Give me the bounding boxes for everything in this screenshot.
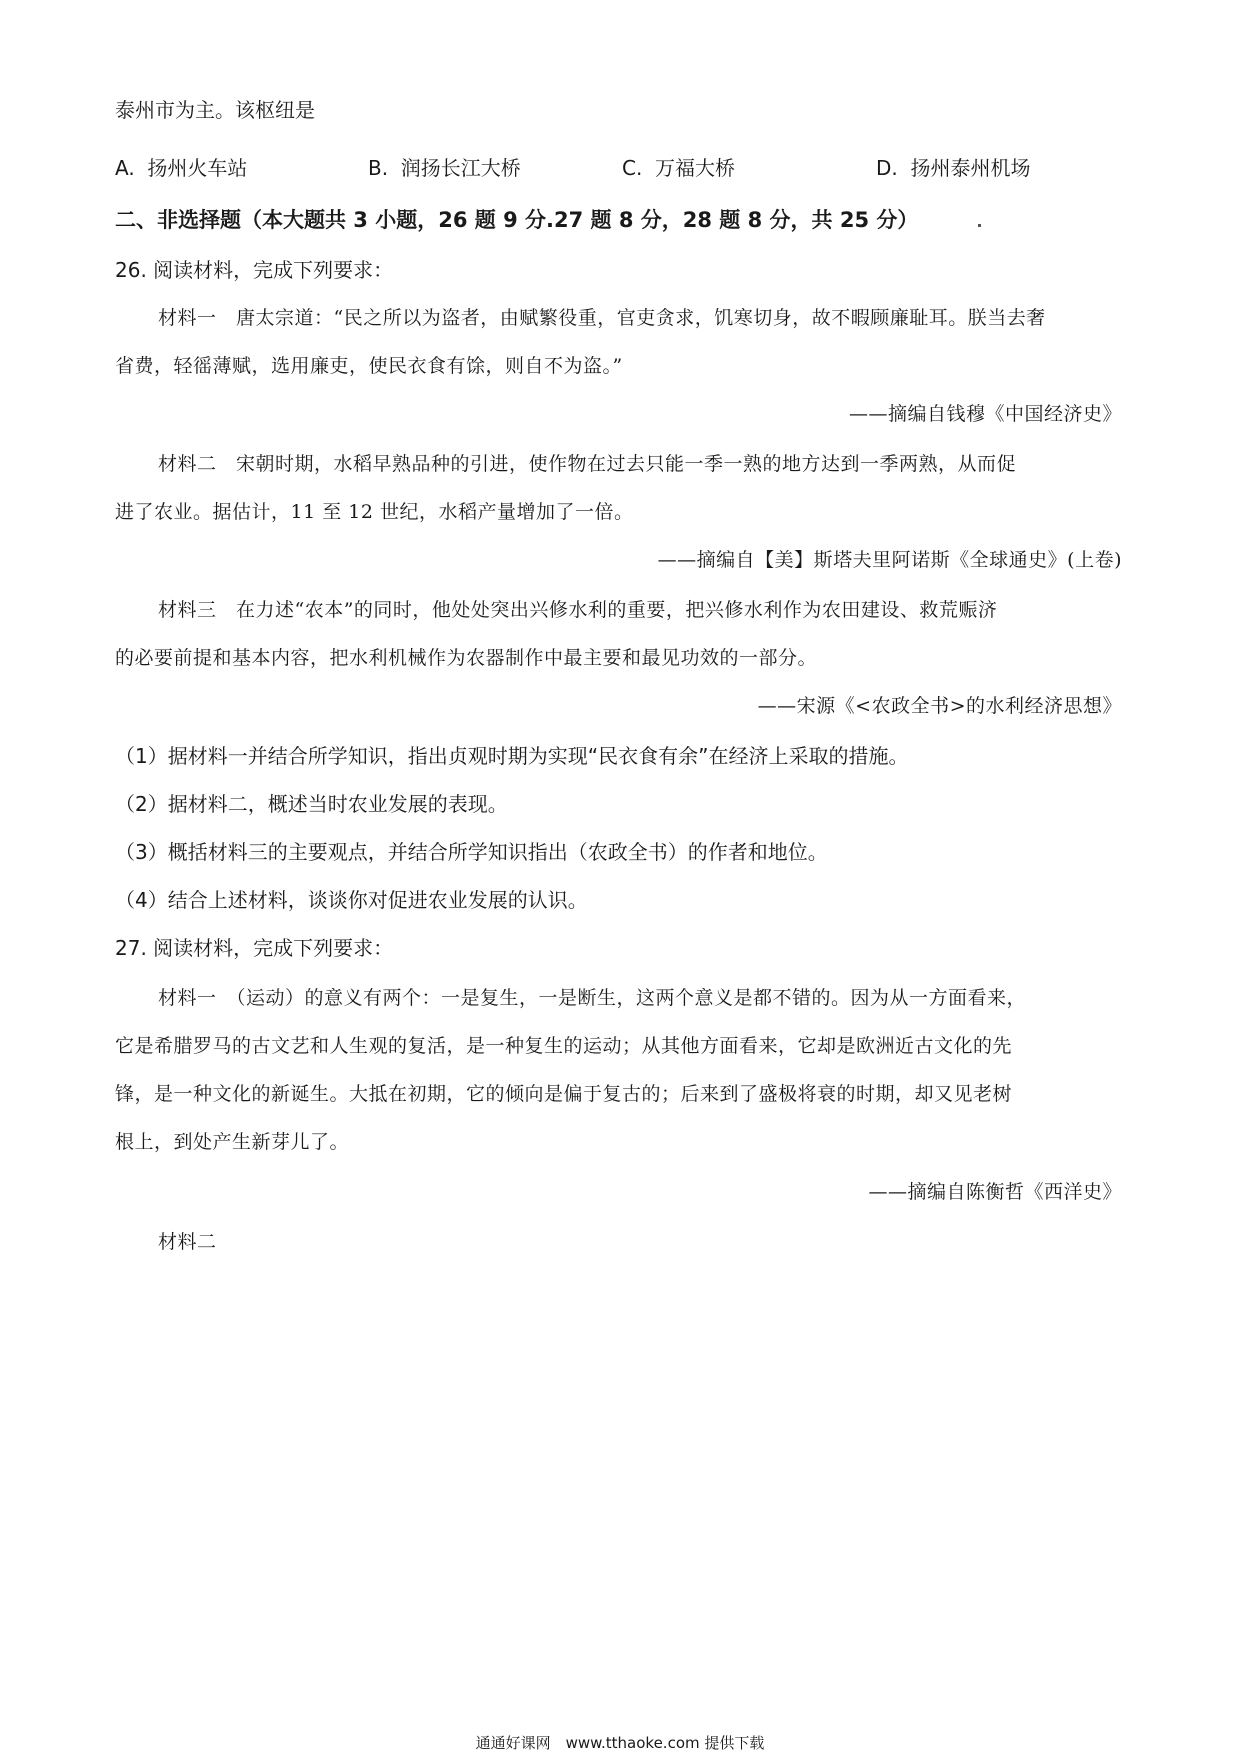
q26-material-1-line-1: 材料一 唐太宗道：“民之所以为盗者，由赋繁役重，官吏贪求，饥寒切身，故不暇顾廉耻耳。朕当去奢 <box>158 307 1046 329</box>
option-c <box>622 154 735 182</box>
option-text: 扬州火车站 <box>147 156 248 180</box>
page-footer: 通通好课网 www.tthaoke.com 提供下载 <box>475 1734 765 1752</box>
option-d <box>876 154 1030 182</box>
q27-material-1-source: ——摘编自陈衡哲《西洋史》 <box>868 1181 1122 1203</box>
q26-material-3-source: ——宋源《<农政全书>的水利经济思想》 <box>757 695 1122 717</box>
q26-sub-question-3: （3）概括材料三的主要观点，并结合所学知识指出（农政全书）的作者和地位。 <box>115 840 828 864</box>
q26-material-3-line-1: 材料三 在力述“农本”的同时，他处处突出兴修水利的重要，把兴修水利作为农田建设、救荒赈济 <box>158 599 998 621</box>
q26-stem: 26. 阅读材料，完成下列要求： <box>115 258 394 282</box>
q26-material-1-line-2: 省费，轻徭薄赋，选用廉吏，使民衣食有馀，则自不为盗。” <box>115 355 623 377</box>
q26-material-2-source: ——摘编自【美】斯塔夫里阿诺斯《全球通史》(上卷) <box>657 549 1122 571</box>
q26-material-2-line-1: 材料二 宋朝时期，水稻早熟品种的引进，使作物在过去只能一季一熟的地方达到一季两熟，从而促 <box>158 453 1017 475</box>
question-intro-tail: 泰州市为主。该枢纽是 <box>115 98 315 122</box>
option-a <box>115 154 247 182</box>
q26-sub-question-4: （4）结合上述材料，谈谈你对促进农业发展的认识。 <box>115 888 588 912</box>
q26-material-2-line-2: 进了农业。据估计，11 至 12 世纪，水稻产量增加了一倍。 <box>115 501 634 523</box>
q27-material-1-line-1: 材料一 （运动）的意义有两个：一是复生，一是断生，这两个意义是都不错的。因为从一方面看来， <box>158 987 1027 1009</box>
q26-material-1-source: ——摘编自钱穆《中国经济史》 <box>848 403 1122 425</box>
stray-mark <box>978 224 981 227</box>
option-letter: B. <box>368 156 389 180</box>
q26-sub-question-1: （1）据材料一并结合所学知识，指出贞观时期为实现“民衣食有余”在经济上采取的措施。 <box>115 744 909 768</box>
q27-material-2-label: 材料二 <box>158 1231 217 1253</box>
q26-sub-question-2: （2）据材料二，概述当时农业发展的表现。 <box>115 792 508 816</box>
q27-material-1-line-4: 根上，到处产生新芽儿了。 <box>115 1131 350 1153</box>
option-text: 润扬长江大桥 <box>400 156 521 180</box>
option-letter: C. <box>622 156 643 180</box>
q27-material-1-line-2: 它是希腊罗马的古文艺和人生观的复活，是一种复生的运动；从其他方面看来，它却是欧洲近古文化的先 <box>115 1035 1013 1057</box>
q27-stem: 27. 阅读材料，完成下列要求： <box>115 936 394 960</box>
option-text: 扬州泰州机场 <box>910 156 1031 180</box>
option-letter: A. <box>115 156 135 180</box>
q26-material-3-line-2: 的必要前提和基本内容，把水利机械作为农器制作中最主要和最见功效的一部分。 <box>115 647 818 669</box>
option-text: 万福大桥 <box>655 156 736 180</box>
q27-material-1-line-3: 锋，是一种文化的新诞生。大抵在初期，它的倾向是偏于复古的；后来到了盛极将衰的时期，却又见老树 <box>115 1083 1013 1105</box>
section-heading: 二、非选择题（本大题共 3 小题，26 题 9 分.27 题 8 分，28 题 8 分，共 25 分） <box>115 208 919 232</box>
option-b <box>368 154 521 182</box>
option-letter: D. <box>876 156 898 180</box>
